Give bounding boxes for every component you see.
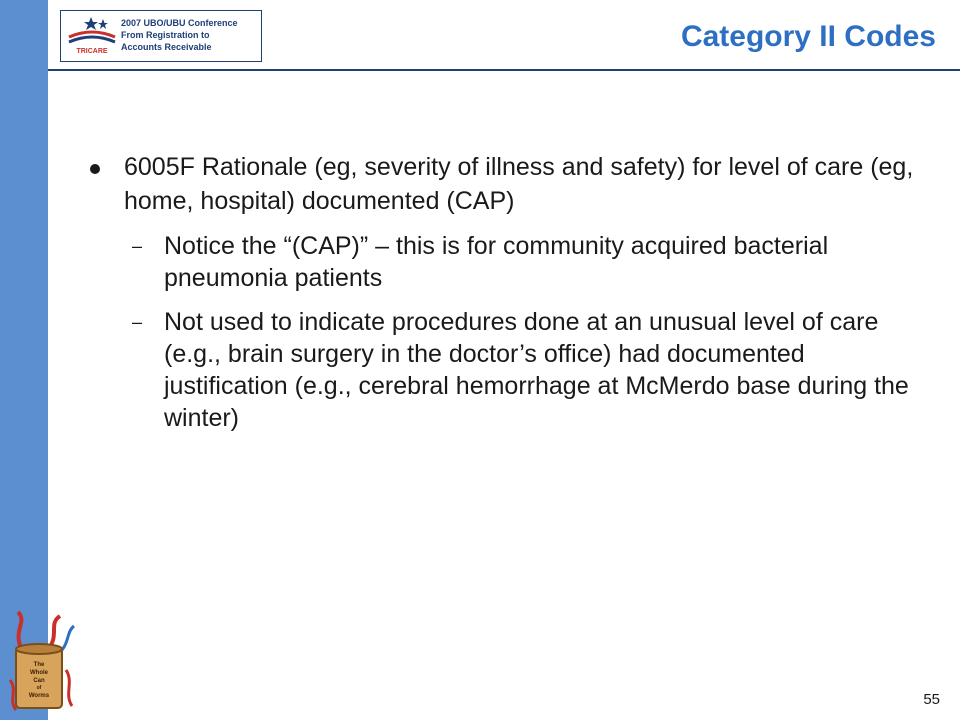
- svg-text:Can: Can: [33, 678, 45, 684]
- conference-name: [121, 17, 261, 53]
- conference-line-1: 2007 UBO/UBU Conference: [121, 18, 238, 28]
- svg-text:Whole: Whole: [30, 670, 48, 676]
- dash-icon: –: [132, 312, 143, 332]
- sub-bullet: [84, 230, 914, 294]
- slide-title: Category II Codes: [680, 20, 936, 53]
- main-bullet-text: 6005F Rationale (eg, severity of illness and safety) for level of care (eg, home, hospital) documented (CAP): [124, 153, 914, 215]
- can-of-worms-mascot-icon: [4, 610, 78, 714]
- conference-line-3: Accounts Receivable: [121, 42, 212, 52]
- sub-bullet-text: Notice the “(CAP)” – this is for community acquired bacterial pneumonia patients: [164, 232, 829, 292]
- bullet-dot-icon: [90, 164, 100, 174]
- conference-line-2: From Registration to: [121, 30, 210, 40]
- header-divider: [48, 69, 960, 71]
- page-number: 55: [923, 691, 940, 708]
- sub-bullet-text: Not used to indicate procedures done at an unusual level of care (e.g., brain surgery in the doctor’s office) had documented justification (e.g., cerebral hemorrhage at McMerdo base during the winter): [164, 308, 909, 432]
- svg-text:of: of: [36, 685, 42, 691]
- svg-text:Worms: Worms: [28, 693, 50, 699]
- svg-text:The: The: [33, 662, 45, 668]
- slide-body: [84, 150, 914, 434]
- tricare-logo-icon: [65, 15, 119, 57]
- main-bullet: [84, 150, 914, 218]
- tricare-wordmark: TRICARE: [76, 48, 108, 55]
- conference-logo: [60, 10, 262, 62]
- dash-icon: –: [132, 236, 143, 256]
- sub-bullet: [84, 306, 914, 434]
